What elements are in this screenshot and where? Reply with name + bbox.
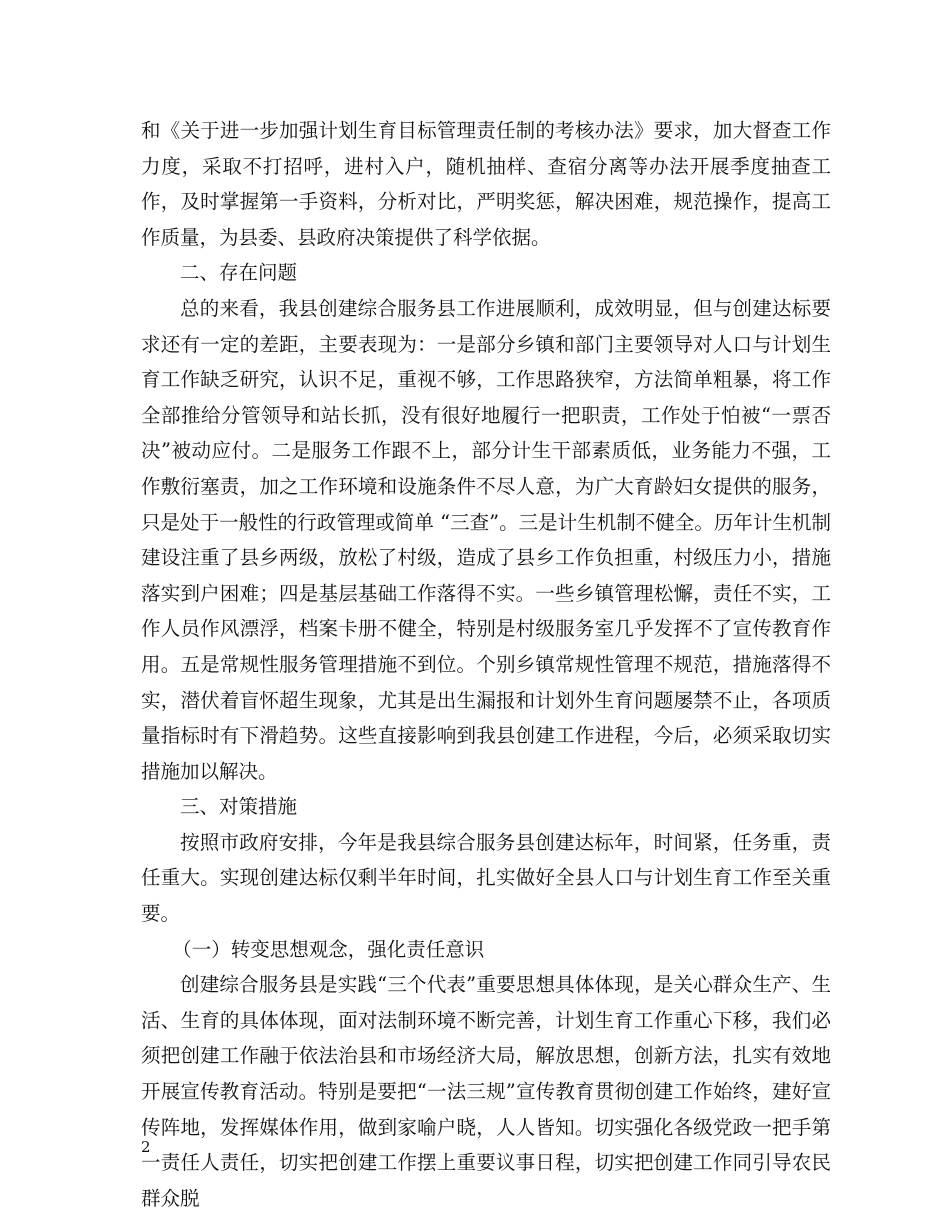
paragraph-problems: 总的来看，我县创建综合服务县工作进展顺利，成效明显，但与创建达标要求还有一定的差距，主要表现为：一是部分乡镇和部门主要领导对人口与计划生育工作缺乏研究，认识不足，重视不够，工作思路狭窄，方法简单粗暴，将工作全部推给分管领导和站长抓，没有很好地履行一把职责，工作处于怕被“一票否决”被动应付。二是服务工作跟不上，部分计生干部素质低，业务能力不强，工作敷衍塞责，加之工作环境和设施条件不尽人意，为广大育龄妇女提供的服务，只是处于一般性的行政管理或简单 “三查”。三是计生机制不健全。历年计生机制建设注重了县乡两级，放松了村级，造成了县乡工作负担重，村级压力小，措施落实到户困难；四是基层基础工作落得不实。一些乡镇管理松懈，责任不实，工作人员作风漂浮，档案卡册不健全，特别是村级服务室几乎发挥不了宣传教育作用。五是常规性服务管理措施不到位。个别乡镇常规性管理不规范，措施落得不实，潜伏着盲怀超生现象，尤其是出生漏报和计划外生育问题屡禁不止，各项质量指标时有下滑趋势。这些直接影响到我县创建工作进程，今后，必须采取切实措施加以解决。 bbox=[141, 296, 831, 783]
page-number: 2 bbox=[141, 1138, 151, 1156]
paragraph-subsection-1: 创建综合服务县是实践“三个代表”重要思想具体体现，是关心群众生产、生活、生育的具体体现，面对法制环境不断完善，计划生育工作重心下移，我们必须把创建工作融于依法治县和市场经济大局，解放思想，创新方法，扎实有效地 开展宣传教育活动。特别是要把“一法三规”宣传教育贯彻创建工作始终，建好宣传阵地，发挥媒体作用，做到家喻户晓，人人皆知。切实强化各级党政一把手第一责任人责任，切实把创建工作摆上重要议事日程，切实把创建工作同引导农民群众脱 bbox=[141, 973, 831, 1210]
section-heading-measures: 三、对策措施 bbox=[180, 795, 298, 819]
paragraph-continuation: 和《关于进一步加强计划生育目标管理责任制的考核办法》要求，加大督查工作力度，采取不打招呼，进村入户，随机抽样、查宿分离等办法开展季度抽查工作，及时掌握第一手资料，分析对比，严明奖惩，解决困难，规范操作，提高工作质量，为县委、县政府决策提供了科学依据。 bbox=[141, 119, 831, 249]
subsection-heading-1: （一）转变思想观念，强化责任意识 bbox=[172, 937, 485, 961]
section-heading-problems: 二、存在问题 bbox=[180, 261, 298, 285]
paragraph-measures-intro: 按照市政府安排，今年是我县综合服务县创建达标年，时间紧，任务重，责任重大。实现创建达标仅剩半年时间，扎实做好全县人口与计划生育工作至关重要。 bbox=[141, 830, 831, 926]
document-body bbox=[141, 113, 831, 1216]
